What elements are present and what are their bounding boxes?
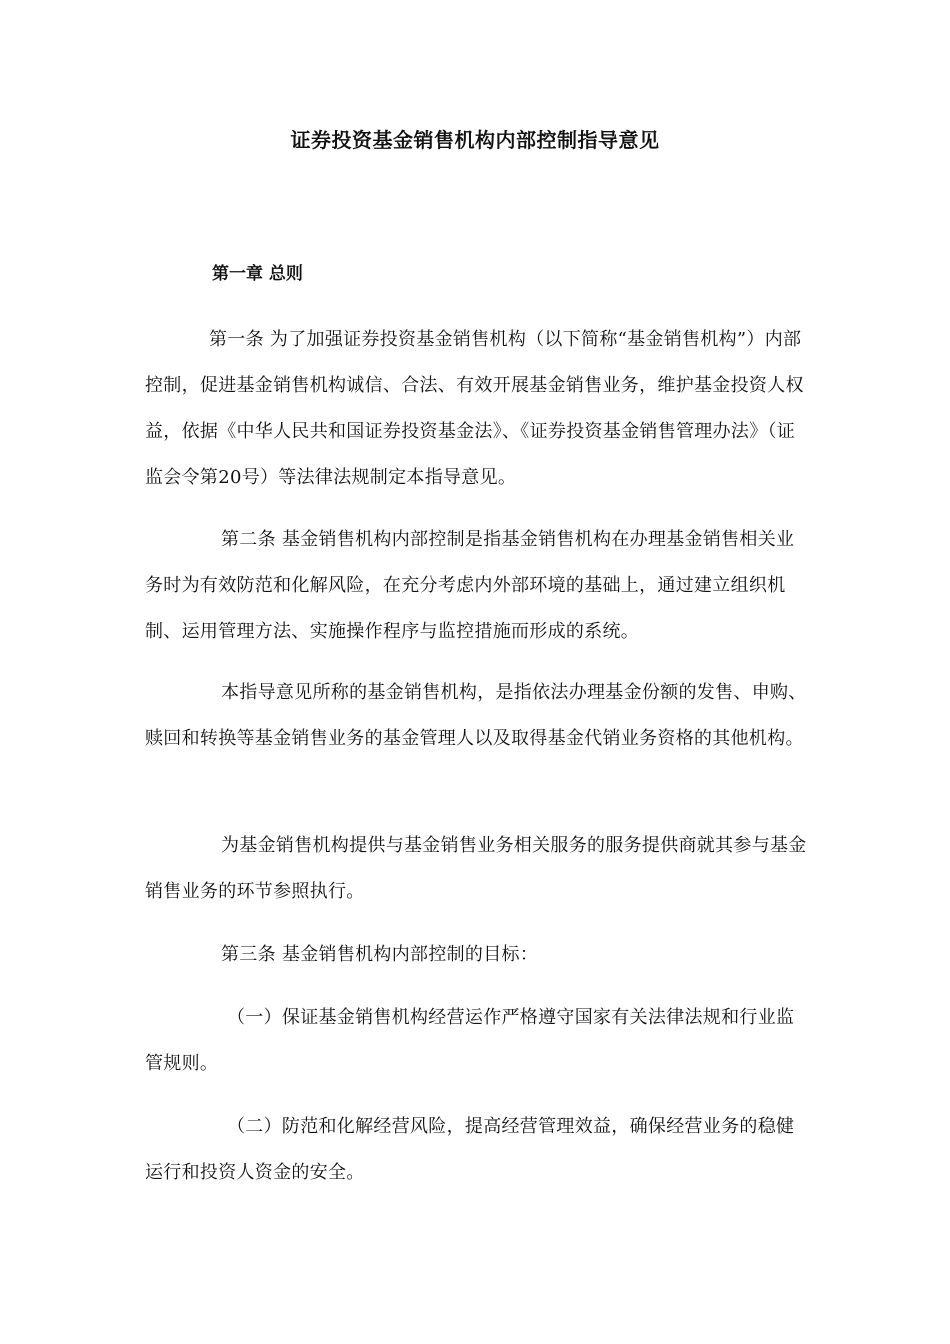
document-title: 证券投资基金销售机构内部控制指导意见	[290, 128, 660, 152]
chapter-heading: 第一章 总则	[212, 264, 303, 284]
article-1-paragraph: 第一条 为了加强证券投资基金销售机构（以下简称“基金销售机构”）内部控制，促进基金销售机构诚信、合法、有效开展基金销售业务，维护基金投资人权益，依据《中华人民共和国证券投资基金法》、《证券投资基金销售管理办法》（证监会令第20号）等法律法规制定本指导意见。	[145, 329, 804, 488]
objective-1-paragraph: （一）保证基金销售机构经营运作严格遵守国家有关法律法规和行业监管规则。	[145, 1007, 795, 1074]
objective-2-paragraph: （二）防范和化解经营风险，提高经营管理效益，确保经营业务的稳健运行和投资人资金的安全。	[145, 1116, 795, 1183]
scope-paragraph: 本指导意见所称的基金销售机构，是指依法办理基金份额的发售、申购、赎回和转换等基金销售业务的基金管理人以及取得基金代销业务资格的其他机构。	[145, 682, 807, 749]
article-2-paragraph: 第二条 基金销售机构内部控制是指基金销售机构在办理基金销售相关业务时为有效防范和化解风险，在充分考虑内外部环境的基础上，通过建立组织机制、运用管理方法、实施操作程序与监控措施而形成的系统。	[145, 529, 795, 642]
article-3-paragraph: 第三条 基金销售机构内部控制的目标：	[221, 944, 539, 965]
service-provider-paragraph: 为基金销售机构提供与基金销售业务相关服务的服务提供商就其参与基金销售业务的环节参照执行。	[145, 835, 807, 902]
